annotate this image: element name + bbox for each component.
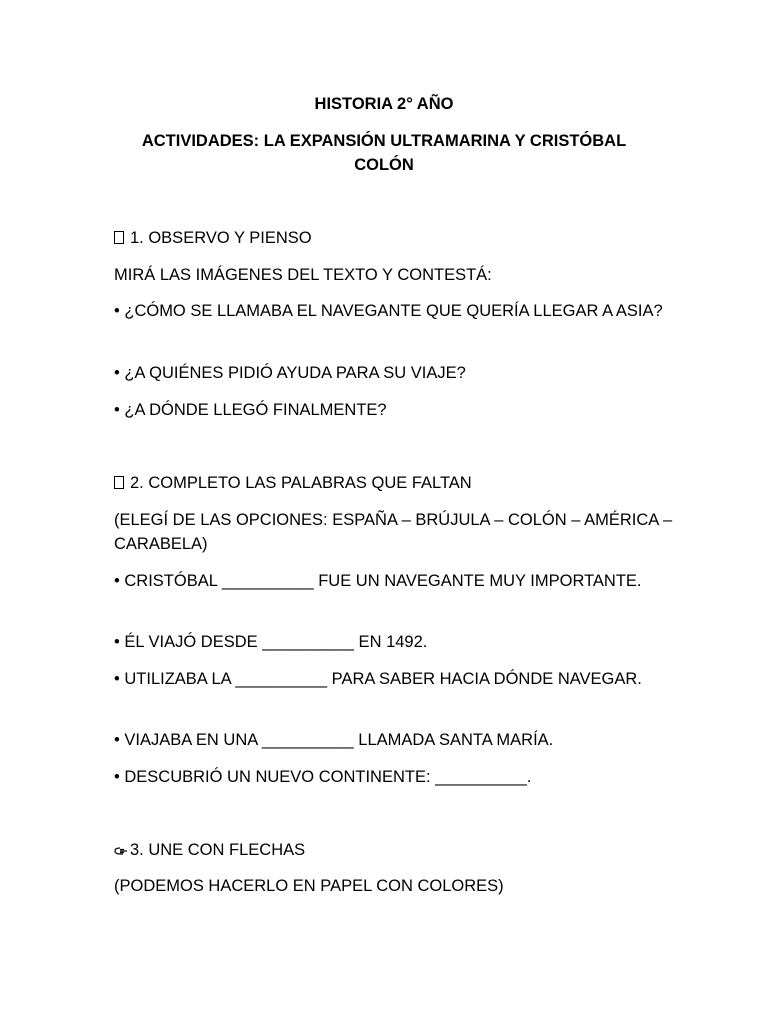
question-item: • ¿A DÓNDE LLEGÓ FINALMENTE? [114, 401, 387, 419]
section1-heading: 1. OBSERVO Y PIENSO [130, 229, 312, 247]
sentence-item: • UTILIZABA LA __________ PARA SABER HACIA DÓNDE NAVEGAR. [114, 670, 642, 688]
sentence-item: • DESCUBRIÓ UN NUEVO CONTINENTE: __________. [114, 768, 532, 786]
section3-note: (PODEMOS HACERLO EN PAPEL CON COLORES) [114, 877, 504, 895]
document-subtitle: ACTIVIDADES: LA EXPANSIÓN ULTRAMARINA Y CRISTÓBAL COLÓN [141, 132, 627, 174]
section1-instruction: MIRÁ LAS IMÁGENES DEL TEXTO Y CONTESTÁ: [114, 266, 492, 284]
section1-heading-line [114, 226, 674, 250]
section2-heading: 2. COMPLETO LAS PALABRAS QUE FALTAN [130, 474, 472, 492]
section2-options: (ELEGÍ DE LAS OPCIONES: ESPAÑA – BRÚJULA – COLÓN – AMÉRICA – CARABELA) [114, 511, 673, 553]
sentence-item: • ÉL VIAJÓ DESDE __________ EN 1492. [114, 633, 428, 651]
section3-heading: 3. UNE CON FLECHAS [130, 841, 306, 859]
pointing-hand-icon [114, 840, 128, 864]
box-placeholder-icon [114, 476, 124, 489]
sentence-item: • CRISTÓBAL __________ FUE UN NAVEGANTE MUY IMPORTANTE. [114, 572, 642, 590]
sentence-item: • VIAJABA EN UNA __________ LLAMADA SANTA MARÍA. [114, 731, 554, 749]
box-placeholder-icon [114, 231, 124, 244]
question-item: • ¿CÓMO SE LLAMABA EL NAVEGANTE QUE QUERÍA LLEGAR A ASIA? [114, 302, 663, 320]
section2-heading-line [114, 471, 674, 495]
section3-heading-line [114, 838, 674, 864]
document-title: HISTORIA 2° AÑO [314, 95, 454, 113]
question-item: • ¿A QUIÉNES PIDIÓ AYUDA PARA SU VIAJE? [114, 364, 466, 382]
